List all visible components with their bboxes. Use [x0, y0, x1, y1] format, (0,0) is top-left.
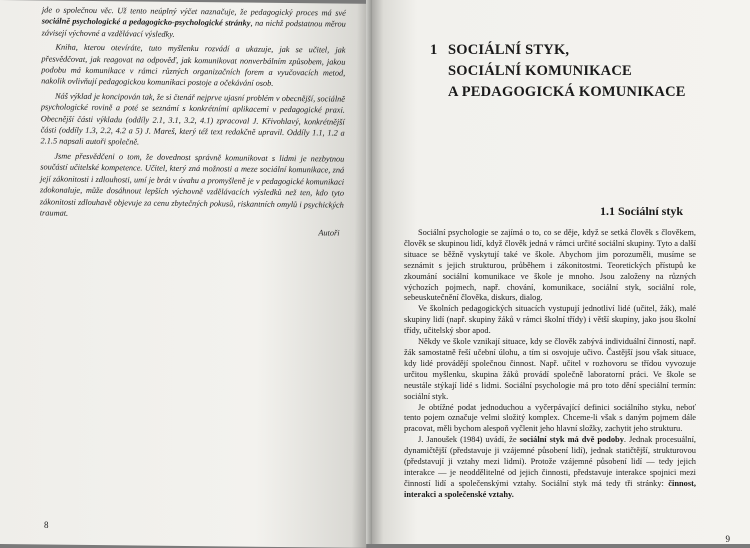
page-number-left: 8: [44, 520, 49, 530]
left_page-paragraph: [40, 150, 345, 222]
page-number-right: 9: [725, 534, 730, 544]
left_page-paragraph: [42, 4, 346, 41]
authors-signature: Autoři: [318, 228, 340, 238]
text-run: J. Janoušek (1984) uvádí, že: [418, 435, 520, 445]
text-run: Sociální psychologie se zajímá o to, co se děje, když se setká člověk s člověkem, člověk se skupinou lidí, když člověk jedná v rámci určité sociální skupiny. Tyto a další situace se běžně vyskytují také ve škole. Abychom jim porozuměli, musíme se seznámit s jejich strukturou, průběhem i zákonitostmi. Teoretických přístupů ke zkoumání sociální komunikace ve škole je mnoho. Jsou založeny na různých výchozích pojmech, např. chování, komunikace, sociální styk, sociální role, sebeuskutečnění člověka, diskurs, dialog.: [404, 228, 696, 303]
bold-text: činnost, interakci a společenské vztahy.: [404, 478, 696, 499]
left-page-text: [40, 4, 346, 239]
left-page: [0, 0, 372, 548]
text-run: Je obtížné podat jednoduchou a vyčerpávající definici sociálního styku, neboť tento pojem označuje velmi složitý komplex. Chceme-li však s daným pojmem dále pracovat, měli bychom alespoň vyčlenit jeho hlavní složky, zachytit jeho strukturu.: [404, 402, 696, 434]
right_page-paragraph: [404, 403, 696, 436]
text-run: Kniha, kterou otevíráte, tuto myšlenku rozvádí a ukazuje, jak se učitel, jak přesvědčovat, jak reagovat na odpověď, jak komunikovat nonverbálním způsobem, jakou podobu má komunikace v rámci různých organizačních forem a vyučovacích metod, nakolik ovlivňují pedagogickou komunikaci postoje a očekávání osob.: [41, 42, 346, 89]
chapter-number: 1: [430, 42, 438, 58]
chapter-title-line-3: A PEDAGOGICKÁ KOMUNIKACE: [448, 84, 686, 100]
right-page-text: [404, 228, 696, 501]
right_page-paragraph: [404, 228, 696, 304]
bold-text: sociálně psychologické a pedagogicko-psychologické stránky: [41, 16, 251, 29]
section-heading: 1.1 Sociální styk: [600, 204, 684, 218]
chapter-heading: [430, 40, 730, 103]
right_page-paragraph: [404, 337, 696, 402]
right_page-paragraph: [404, 435, 696, 500]
left_page-paragraph: [40, 90, 345, 150]
text-run: Náš výklad je koncipován tak, že si čtenář nejprve ujasní problém v obecnější, sociálně psychologické rovině a poté se seznámí s konkrétními aplikacemi v pedagogické praxi. Obecnější části výkladu (oddíly 2.1, 3.1, 3.2, 4.1) zpracoval J. Křivohlavý, konkrétnější části (oddíly 1.3, 2.2, 4.2 a 5) J. Mareš, který též text redakčně upravil. Oddíly 1.1, 1.2 a 2.1.5 napsali autoři společně.: [40, 91, 346, 147]
left_page-paragraph: [41, 42, 345, 91]
right_page-paragraph: [404, 304, 696, 337]
text-run: . Jednak procesuální, dynamičtější (představuje ji vzájemné působení lidí), jednak statičtější, strukturovou (představují ji vztahy mezi lidmi). Protože vzájemné působení lidí — tedy jejich interakce — je neoddělitelné od jejich činnosti, představuje interakce spojnici mezi činností lidí a společenskými vztahy. Sociální styk má tedy tři stránky:: [404, 435, 696, 488]
bold-text: sociální styk má dvě podoby: [519, 435, 624, 445]
chapter-title-line-2: SOCIÁLNÍ KOMUNIKACE: [448, 63, 632, 79]
text-run: , na nichž podstatnou měrou závisejí výchovné a vzdělávací výsledky.: [41, 19, 346, 39]
text-run: Ve školních pedagogických situacích vystupují jednotliví lidé (učitel, žák), malé skupiny lidí (např. skupiny žáků v rámci školní třídy) i větší skupiny, jako jsou školní třídy, učitelský sbor apod.: [404, 304, 696, 336]
text-run: Někdy ve škole vznikají situace, kdy se člověk zabývá individuální činností, např. žák samostatně řeší učební úlohu, a tím si osvojuje učivo. Častější jsou však situace, kdy lidé provádějí společnou činnost. Např. učitel v rozhovoru se třídou vyvozuje určitou myšlenku, skupina žáků provádí společně laboratorní práci. Ve škole se neustále stýkají lidé s lidmi. Sociální psychologie má pro toto dění speciální termín: sociální styk.: [404, 337, 696, 401]
text-run: Jsme přesvědčeni o tom, že dovednost správně komunikovat s lidmi je nezbytnou součástí učitelské kompetence. Učitel, který zná možnosti a meze sociální komunikace, zná její zákonitosti i zdlouhosti, umí je brát v úvahu a promyšleně je v pedagogické komunikaci zdokonaluje, může dosáhnout lepších výchovně vzdělávacích výsledků než ten, kdo tyto zákonitosti zdlouhavě objevuje za cenu zbytečných pokusů, riskantních omylů i psychických traumat.: [39, 151, 345, 218]
chapter-title-line-1: SOCIÁLNÍ STYK,: [448, 42, 570, 58]
text-run: jde o společnou věc. Už tento neúplný výčet naznačuje, že pedagogický proces má své: [41, 5, 346, 18]
